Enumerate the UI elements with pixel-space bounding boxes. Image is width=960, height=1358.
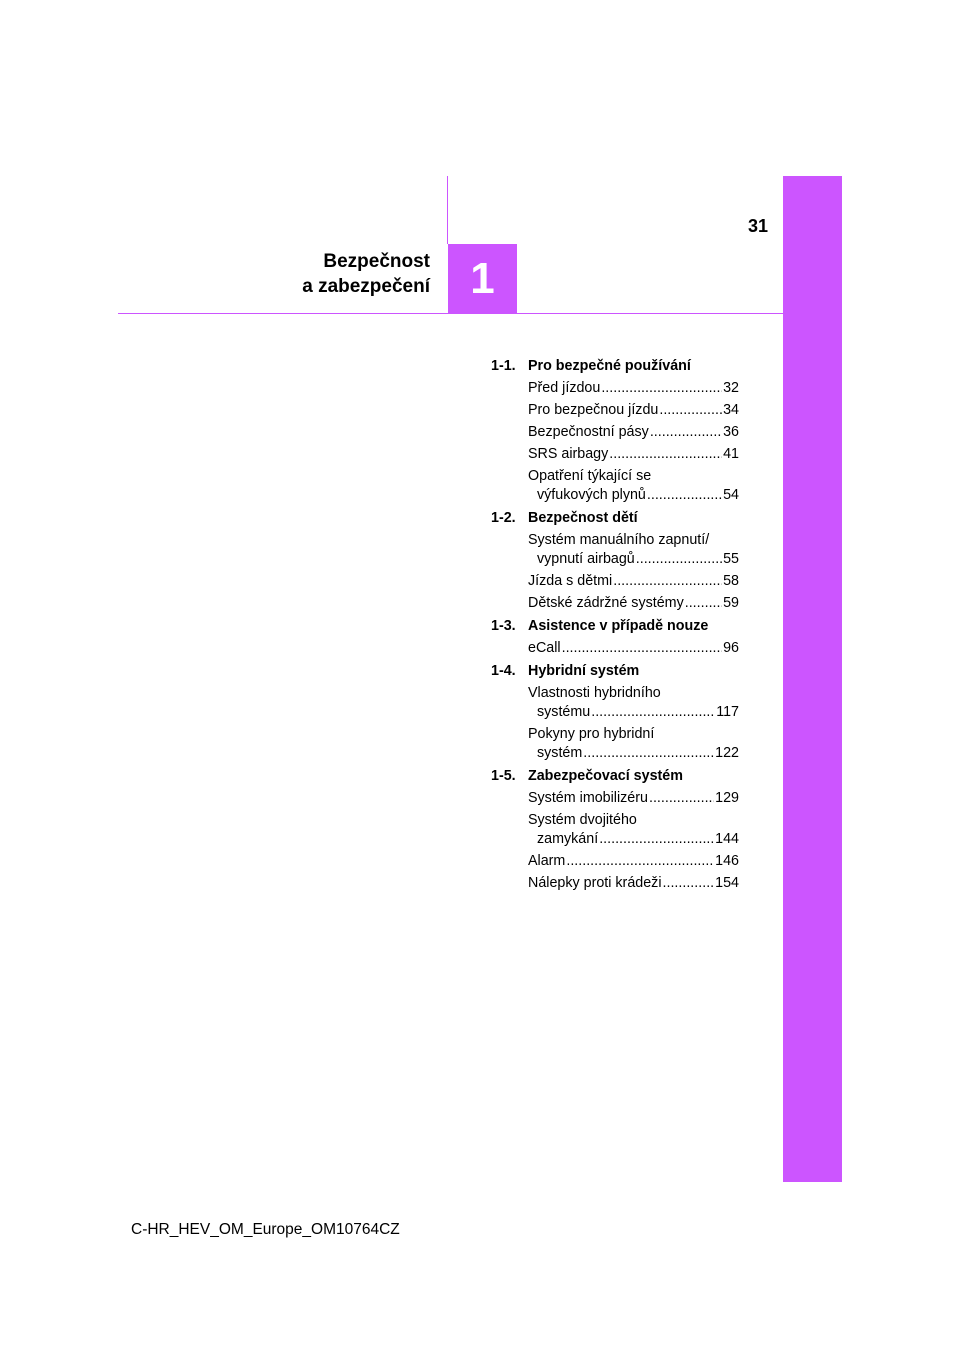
toc-section-title: Bezpečnost dětí bbox=[528, 510, 638, 526]
toc-entry[interactable] bbox=[528, 809, 739, 850]
toc-section-title: Pro bezpečné používání bbox=[528, 358, 691, 374]
toc-leader-dots bbox=[591, 703, 715, 722]
toc-section-number: 1-4. bbox=[491, 663, 516, 679]
toc-entry[interactable] bbox=[528, 787, 739, 809]
toc-entry[interactable] bbox=[528, 592, 739, 614]
toc-leader-dots bbox=[650, 423, 722, 442]
toc-entry[interactable] bbox=[528, 421, 739, 443]
toc-entry-title: SRS airbagy bbox=[528, 446, 609, 462]
toc-entry-title: Bezpečnostní pásy bbox=[528, 424, 649, 440]
toc-section-number: 1-3. bbox=[491, 618, 516, 634]
toc-section-number: 1-1. bbox=[491, 358, 516, 374]
toc-section-heading[interactable] bbox=[491, 660, 739, 682]
document-code-footer: C-HR_HEV_OM_Europe_OM10764CZ bbox=[131, 1221, 400, 1238]
chapter-title-line2: a zabezpečení bbox=[302, 276, 430, 297]
chapter-side-tab bbox=[783, 176, 842, 1182]
toc-entry-title: Nálepky proti krádeži bbox=[528, 875, 662, 891]
page-number: 31 bbox=[748, 216, 769, 236]
toc-entry[interactable] bbox=[528, 529, 739, 570]
toc-section-title: Asistence v případě nouze bbox=[528, 618, 709, 634]
toc-entry[interactable] bbox=[528, 872, 739, 894]
toc-entry-page: 129 bbox=[715, 790, 739, 806]
toc-section-heading[interactable] bbox=[491, 355, 739, 377]
toc-leader-dots bbox=[609, 445, 722, 464]
toc-section-heading[interactable] bbox=[491, 765, 739, 787]
toc-entry-page: 96 bbox=[723, 640, 739, 656]
toc-entry[interactable] bbox=[528, 850, 739, 872]
toc-entry[interactable] bbox=[528, 377, 739, 399]
toc-entry-title: Systém imobilizéru bbox=[528, 790, 648, 806]
toc-entry-title: Před jízdou bbox=[528, 380, 601, 396]
toc-section-title: Hybridní systém bbox=[528, 663, 640, 679]
toc-entry-title: výfukových plynů bbox=[537, 487, 646, 503]
toc-leader-dots bbox=[647, 486, 722, 505]
toc-entry-title: vypnutí airbagů bbox=[537, 551, 635, 567]
toc-entry-title: eCall bbox=[528, 640, 561, 656]
toc-leader-dots bbox=[601, 379, 722, 398]
toc-leader-dots bbox=[583, 744, 714, 763]
toc-entry[interactable] bbox=[528, 465, 739, 506]
toc-entry-title: systém bbox=[537, 745, 583, 761]
toc-entry-page: 59 bbox=[723, 595, 739, 611]
toc-entry-title: Dětské zádržné systémy bbox=[528, 595, 684, 611]
toc-entry-page: 32 bbox=[723, 380, 739, 396]
toc-leader-dots bbox=[685, 594, 722, 613]
toc-entry-title-line: Vlastnosti hybridního bbox=[528, 685, 661, 701]
toc-entry-page: 55 bbox=[723, 551, 739, 567]
toc-entry[interactable] bbox=[528, 443, 739, 465]
toc-entry-page: 34 bbox=[723, 402, 739, 418]
toc-entry-title: zamykání bbox=[537, 831, 599, 847]
toc-entry-title-line: Systém manuálního zapnutí/ bbox=[528, 532, 710, 548]
toc-entry[interactable] bbox=[528, 637, 739, 659]
toc-leader-dots bbox=[663, 874, 715, 893]
toc-entry-title: Alarm bbox=[528, 853, 566, 869]
toc-leader-dots bbox=[599, 830, 714, 849]
toc-entry-page: 58 bbox=[723, 573, 739, 589]
toc-entry-title: systému bbox=[537, 704, 591, 720]
toc-entry-title: Jízda s dětmi bbox=[528, 573, 613, 589]
toc-leader-dots bbox=[649, 789, 714, 808]
toc-entry-page: 146 bbox=[715, 853, 739, 869]
toc-entry[interactable] bbox=[528, 723, 739, 764]
toc-leader-dots bbox=[562, 639, 723, 658]
toc-entry[interactable] bbox=[528, 399, 739, 421]
header-divider-vertical bbox=[447, 176, 448, 244]
toc-entry-page: 41 bbox=[723, 446, 739, 462]
toc-entry-page: 122 bbox=[715, 745, 739, 761]
toc-section-heading[interactable] bbox=[491, 615, 739, 637]
toc-section-title: Zabezpečovací systém bbox=[528, 768, 683, 784]
toc-leader-dots bbox=[659, 401, 722, 420]
toc-entry-page: 54 bbox=[723, 487, 739, 503]
toc-section-number: 1-2. bbox=[491, 510, 516, 526]
chapter-number-badge: 1 bbox=[448, 244, 517, 313]
toc-entry-page: 36 bbox=[723, 424, 739, 440]
toc-entry[interactable] bbox=[528, 570, 739, 592]
toc-entry[interactable] bbox=[528, 682, 739, 723]
toc-entry-title-line: Pokyny pro hybridní bbox=[528, 726, 655, 742]
toc-entry-title-line: Opatření týkající se bbox=[528, 468, 652, 484]
toc-entry-page: 154 bbox=[715, 875, 739, 891]
toc-section-heading[interactable] bbox=[491, 507, 739, 529]
table-of-contents bbox=[491, 354, 739, 894]
header-divider-horizontal bbox=[118, 313, 783, 314]
toc-leader-dots bbox=[613, 572, 722, 591]
toc-entry-title: Pro bezpečnou jízdu bbox=[528, 402, 659, 418]
chapter-title-line1: Bezpečnost bbox=[323, 251, 430, 272]
chapter-title bbox=[302, 249, 430, 299]
toc-leader-dots bbox=[566, 852, 714, 871]
toc-entry-page: 144 bbox=[715, 831, 739, 847]
toc-entry-title-line: Systém dvojitého bbox=[528, 812, 637, 828]
toc-leader-dots bbox=[636, 550, 722, 569]
toc-section-number: 1-5. bbox=[491, 768, 516, 784]
toc-entry-page: 117 bbox=[716, 704, 739, 720]
